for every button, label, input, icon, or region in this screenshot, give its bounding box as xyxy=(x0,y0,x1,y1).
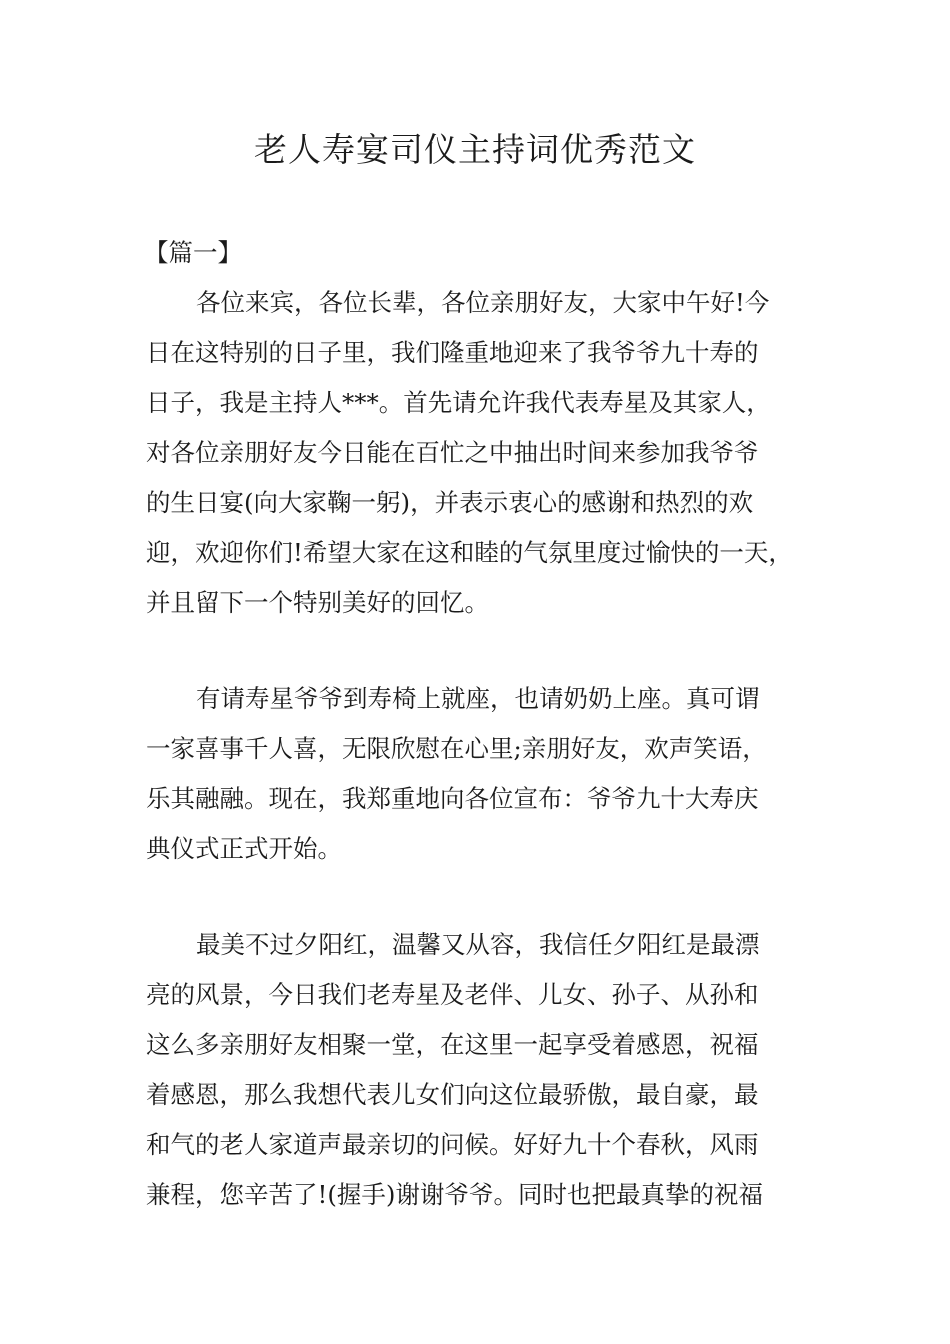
text-line: 典仪式正式开始。 xyxy=(146,834,342,863)
text-line: 兼程，您辛苦了!(握手)谢谢爷爷。同时也把最真挚的祝福 xyxy=(146,1180,763,1209)
text-line: 这么多亲朋好友相聚一堂，在这里一起享受着感恩，祝福 xyxy=(146,1030,759,1059)
document-body xyxy=(146,228,836,1220)
text-line: 乐其融融。现在，我郑重地向各位宣布：爷爷九十大寿庆 xyxy=(146,784,759,813)
text-line: 并且留下一个特别美好的回忆。 xyxy=(146,588,489,617)
text-line: 日在这特别的日子里，我们隆重地迎来了我爷爷九十寿的 xyxy=(146,338,759,367)
text-line: 有请寿星爷爷到寿椅上就座，也请奶奶上座。真可谓 xyxy=(196,684,760,713)
paragraph-gap xyxy=(146,628,836,674)
text-line: 的生日宴(向大家鞠一躬)，并表示衷心的感谢和热烈的欢 xyxy=(146,488,754,517)
paragraph-2 xyxy=(146,674,836,874)
document-title: 老人寿宴司仪主持词优秀范文 xyxy=(254,130,696,169)
text-line: 一家喜事千人喜，无限欣慰在心里;亲朋好友，欢声笑语， xyxy=(146,734,767,763)
text-line: 各位来宾，各位长辈，各位亲朋好友，大家中午好!今 xyxy=(196,288,770,317)
text-line: 迎，欢迎你们!希望大家在这和睦的气氛里度过愉快的一天， xyxy=(146,538,793,567)
text-line: 最美不过夕阳红，温馨又从容，我信任夕阳红是最漂 xyxy=(196,930,760,959)
paragraph-1 xyxy=(146,278,836,628)
paragraph-gap xyxy=(146,874,836,920)
text-line: 日子，我是主持人***。首先请允许我代表寿星及其家人， xyxy=(146,388,771,417)
text-line: 着感恩，那么我想代表儿女们向这位最骄傲，最自豪，最 xyxy=(146,1080,759,1109)
section-label: 【篇一】 xyxy=(144,238,242,267)
text-line: 对各位亲朋好友今日能在百忙之中抽出时间来参加我爷爷 xyxy=(146,438,759,467)
paragraph-3 xyxy=(146,920,836,1220)
text-line: 亮的风景，今日我们老寿星及老伴、儿女、孙子、从孙和 xyxy=(146,980,759,1009)
text-line: 和气的老人家道声最亲切的问候。好好九十个春秋，风雨 xyxy=(146,1130,759,1159)
